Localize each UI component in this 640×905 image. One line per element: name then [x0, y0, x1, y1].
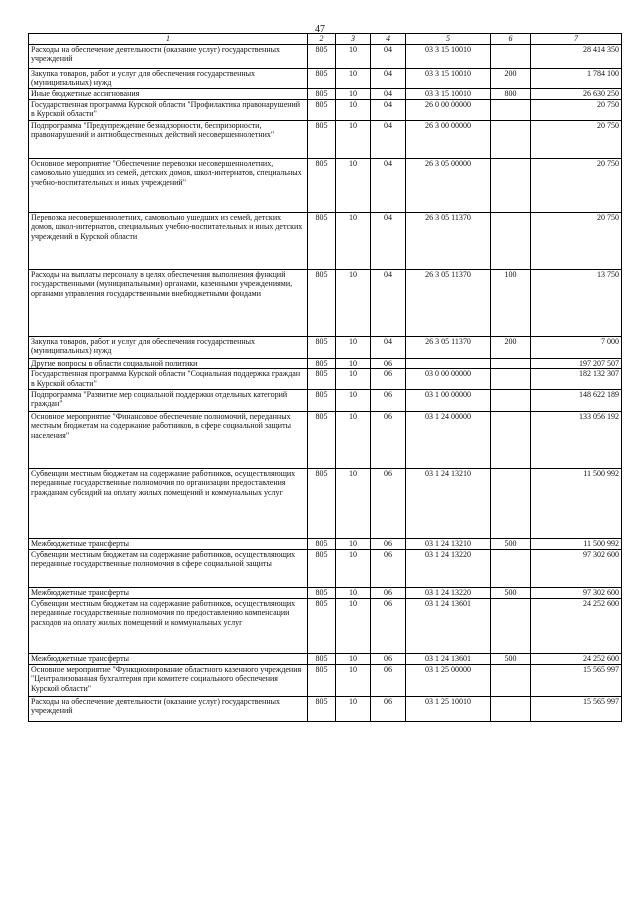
row-target-article-cell — [406, 358, 491, 369]
row-name-cell: Государственная программа Курской области "Социальная поддержка граждан в Курской области" — [29, 369, 308, 389]
row-expense-type-cell — [491, 664, 531, 696]
row-amount-cell: 20 750 — [531, 99, 622, 120]
row-target-article-cell: 26 3 05 11370 — [406, 269, 491, 336]
row-expense-type-cell — [491, 44, 531, 68]
row-name-cell: Основное мероприятие "Обеспечение перевозки несовершеннолетних, самовольно ушедших из семей, детских домов, школ-интернатов, специальных учебно-воспитательных и иных учреждений" — [29, 158, 308, 212]
row-amount-cell: 197 207 507 — [531, 358, 622, 369]
row-code-cell: 805 — [308, 549, 336, 587]
row-subsection-cell: 06 — [371, 653, 406, 664]
row-expense-type-cell — [491, 99, 531, 120]
row-subsection-cell: 06 — [371, 369, 406, 389]
row-name-cell: Иные бюджетные ассигнования — [29, 88, 308, 99]
row-code-cell: 805 — [308, 598, 336, 653]
row-expense-type-cell: 500 — [491, 587, 531, 598]
row-amount-cell: 20 750 — [531, 158, 622, 212]
column-header: 3 — [336, 34, 371, 45]
row-subsection-cell: 06 — [371, 549, 406, 587]
row-subsection-cell: 04 — [371, 120, 406, 158]
row-amount-cell: 133 056 192 — [531, 411, 622, 468]
row-name-cell: Субвенции местным бюджетам на содержание работников, осуществляющих переданные государственные полномочия по предоставлению компенсации расходов на оплату жилых помещений и коммунальных услуг — [29, 598, 308, 653]
row-code-cell: 805 — [308, 358, 336, 369]
page-number: 47 — [315, 24, 325, 35]
row-section-cell: 10 — [336, 358, 371, 369]
row-section-cell: 10 — [336, 158, 371, 212]
row-subsection-cell: 04 — [371, 158, 406, 212]
row-target-article-cell: 03 1 24 00000 — [406, 411, 491, 468]
row-code-cell: 805 — [308, 389, 336, 411]
row-code-cell: 805 — [308, 158, 336, 212]
row-section-cell: 10 — [336, 269, 371, 336]
row-target-article-cell: 26 3 00 00000 — [406, 120, 491, 158]
row-target-article-cell: 03 3 15 10010 — [406, 44, 491, 68]
row-expense-type-cell — [491, 158, 531, 212]
row-name-cell: Субвенции местным бюджетам на содержание работников, осуществляющих переданные государственные полномочия в сфере социальной защиты — [29, 549, 308, 587]
row-code-cell: 805 — [308, 212, 336, 269]
row-subsection-cell: 06 — [371, 696, 406, 721]
row-amount-cell: 97 302 600 — [531, 549, 622, 587]
table-row — [29, 99, 622, 120]
row-subsection-cell: 06 — [371, 538, 406, 549]
row-section-cell: 10 — [336, 653, 371, 664]
column-header: 7 — [531, 34, 622, 45]
table-row — [29, 468, 622, 538]
row-expense-type-cell — [491, 212, 531, 269]
row-name-cell: Подпрограмма "Предупреждение безнадзорности, беспризорности, правонарушений и антиобщественных действий несовершеннолетних" — [29, 120, 308, 158]
row-expense-type-cell — [491, 120, 531, 158]
row-expense-type-cell: 500 — [491, 538, 531, 549]
row-name-cell: Другие вопросы в области социальной политики — [29, 358, 308, 369]
row-section-cell: 10 — [336, 468, 371, 538]
row-section-cell: 10 — [336, 120, 371, 158]
row-section-cell: 10 — [336, 696, 371, 721]
table-row — [29, 389, 622, 411]
row-target-article-cell: 03 1 24 13601 — [406, 598, 491, 653]
row-target-article-cell: 03 1 25 00000 — [406, 664, 491, 696]
row-name-cell: Подпрограмма "Развитие мер социальной поддержки отдельных категорий граждан" — [29, 389, 308, 411]
column-header: 6 — [491, 34, 531, 45]
table-row — [29, 549, 622, 587]
row-code-cell: 805 — [308, 664, 336, 696]
row-target-article-cell: 26 3 05 00000 — [406, 158, 491, 212]
row-target-article-cell: 03 1 24 13220 — [406, 587, 491, 598]
row-code-cell: 805 — [308, 538, 336, 549]
row-amount-cell: 1 784 100 — [531, 68, 622, 88]
row-target-article-cell: 03 1 00 00000 — [406, 389, 491, 411]
row-subsection-cell: 06 — [371, 664, 406, 696]
row-section-cell: 10 — [336, 336, 371, 358]
row-code-cell: 805 — [308, 44, 336, 68]
table-row — [29, 664, 622, 696]
row-target-article-cell: 03 1 25 10010 — [406, 696, 491, 721]
row-expense-type-cell — [491, 389, 531, 411]
table-header-row — [29, 34, 622, 45]
budget-table — [28, 33, 622, 722]
row-amount-cell: 11 500 992 — [531, 468, 622, 538]
row-amount-cell: 24 252 600 — [531, 653, 622, 664]
row-expense-type-cell: 200 — [491, 68, 531, 88]
row-amount-cell: 15 565 997 — [531, 696, 622, 721]
table-row — [29, 358, 622, 369]
table-row — [29, 369, 622, 389]
row-amount-cell: 13 750 — [531, 269, 622, 336]
row-name-cell: Межбюджетные трансферты — [29, 587, 308, 598]
row-name-cell: Закупка товаров, работ и услуг для обеспечения государственных (муниципальных) нужд — [29, 68, 308, 88]
row-subsection-cell: 06 — [371, 468, 406, 538]
row-code-cell: 805 — [308, 653, 336, 664]
row-code-cell: 805 — [308, 696, 336, 721]
row-section-cell: 10 — [336, 369, 371, 389]
row-subsection-cell: 06 — [371, 389, 406, 411]
table-row — [29, 68, 622, 88]
row-expense-type-cell: 200 — [491, 336, 531, 358]
column-header: 2 — [308, 34, 336, 45]
row-target-article-cell: 26 3 05 11370 — [406, 336, 491, 358]
row-amount-cell: 7 000 — [531, 336, 622, 358]
table-row — [29, 158, 622, 212]
row-target-article-cell: 03 3 15 10010 — [406, 68, 491, 88]
column-header: 4 — [371, 34, 406, 45]
row-target-article-cell: 26 3 05 11370 — [406, 212, 491, 269]
row-target-article-cell: 26 0 00 00000 — [406, 99, 491, 120]
row-section-cell: 10 — [336, 99, 371, 120]
row-expense-type-cell — [491, 549, 531, 587]
row-subsection-cell: 04 — [371, 212, 406, 269]
row-expense-type-cell — [491, 358, 531, 369]
row-name-cell: Расходы на выплаты персоналу в целях обеспечения выполнения функций государственными (муниципальными) органами, казенными учреждениями, органами управления государственными внебюджетными фондами — [29, 269, 308, 336]
row-expense-type-cell: 800 — [491, 88, 531, 99]
row-section-cell: 10 — [336, 212, 371, 269]
row-amount-cell: 11 500 992 — [531, 538, 622, 549]
table-row — [29, 653, 622, 664]
row-name-cell: Межбюджетные трансферты — [29, 538, 308, 549]
row-subsection-cell: 04 — [371, 44, 406, 68]
row-code-cell: 805 — [308, 369, 336, 389]
row-subsection-cell: 06 — [371, 598, 406, 653]
table-row — [29, 598, 622, 653]
row-name-cell: Государственная программа Курской области "Профилактика правонарушений в Курской области" — [29, 99, 308, 120]
table-row — [29, 336, 622, 358]
row-expense-type-cell — [491, 468, 531, 538]
column-header: 1 — [29, 34, 308, 45]
row-name-cell: Перевозка несовершеннолетних, самовольно ушедших из семей, детских домов, школ-интернатов, специальных учебно-воспитательных и иных детских учреждений в Курской области — [29, 212, 308, 269]
row-name-cell: Межбюджетные трансферты — [29, 653, 308, 664]
row-name-cell: Расходы на обеспечение деятельности (оказание услуг) государственных учреждений — [29, 696, 308, 721]
row-section-cell: 10 — [336, 549, 371, 587]
row-section-cell: 10 — [336, 587, 371, 598]
table-row — [29, 212, 622, 269]
row-amount-cell: 148 622 189 — [531, 389, 622, 411]
row-code-cell: 805 — [308, 269, 336, 336]
row-amount-cell: 20 750 — [531, 212, 622, 269]
table-row — [29, 538, 622, 549]
row-target-article-cell: 03 1 24 13210 — [406, 538, 491, 549]
row-section-cell: 10 — [336, 538, 371, 549]
row-section-cell: 10 — [336, 68, 371, 88]
row-amount-cell: 20 750 — [531, 120, 622, 158]
row-name-cell: Расходы на обеспечение деятельности (оказание услуг) государственных учреждений — [29, 44, 308, 68]
row-amount-cell: 28 414 350 — [531, 44, 622, 68]
row-target-article-cell: 03 1 24 13210 — [406, 468, 491, 538]
row-code-cell: 805 — [308, 411, 336, 468]
row-name-cell: Основное мероприятие "Финансовое обеспечение полномочий, переданных местным бюджетам на содержание работников, в сфере социальной защиты населения" — [29, 411, 308, 468]
row-code-cell: 805 — [308, 88, 336, 99]
row-subsection-cell: 06 — [371, 411, 406, 468]
row-amount-cell: 24 252 600 — [531, 598, 622, 653]
row-section-cell: 10 — [336, 598, 371, 653]
row-expense-type-cell — [491, 598, 531, 653]
row-section-cell: 10 — [336, 44, 371, 68]
row-code-cell: 805 — [308, 99, 336, 120]
row-target-article-cell: 03 0 00 00000 — [406, 369, 491, 389]
row-expense-type-cell: 500 — [491, 653, 531, 664]
row-name-cell: Закупка товаров, работ и услуг для обеспечения государственных (муниципальных) нужд — [29, 336, 308, 358]
column-header: 5 — [406, 34, 491, 45]
row-amount-cell: 15 565 997 — [531, 664, 622, 696]
table-row — [29, 120, 622, 158]
row-section-cell: 10 — [336, 664, 371, 696]
table-row — [29, 269, 622, 336]
row-subsection-cell: 04 — [371, 88, 406, 99]
row-subsection-cell: 04 — [371, 336, 406, 358]
row-name-cell: Субвенции местным бюджетам на содержание работников, осуществляющих переданные государственные полномочия по организации предоставления гражданам субсидий на оплату жилых помещений и коммунальных услуг — [29, 468, 308, 538]
row-expense-type-cell — [491, 369, 531, 389]
row-subsection-cell: 04 — [371, 269, 406, 336]
row-target-article-cell: 03 1 24 13220 — [406, 549, 491, 587]
row-code-cell: 805 — [308, 68, 336, 88]
table-row — [29, 88, 622, 99]
row-section-cell: 10 — [336, 411, 371, 468]
row-target-article-cell: 03 3 15 10010 — [406, 88, 491, 99]
row-name-cell: Основное мероприятие "Функционирование областного казенного учреждения "Централизованная бухгалтерия при комитете социального обеспечения Курской области" — [29, 664, 308, 696]
row-section-cell: 10 — [336, 389, 371, 411]
table-row — [29, 696, 622, 721]
row-section-cell: 10 — [336, 88, 371, 99]
row-code-cell: 805 — [308, 336, 336, 358]
row-expense-type-cell — [491, 696, 531, 721]
row-target-article-cell: 03 1 24 13601 — [406, 653, 491, 664]
row-amount-cell: 97 302 600 — [531, 587, 622, 598]
row-expense-type-cell: 100 — [491, 269, 531, 336]
row-subsection-cell: 06 — [371, 587, 406, 598]
row-amount-cell: 26 630 250 — [531, 88, 622, 99]
row-amount-cell: 182 132 307 — [531, 369, 622, 389]
table-row — [29, 44, 622, 68]
row-code-cell: 805 — [308, 587, 336, 598]
row-code-cell: 805 — [308, 468, 336, 538]
row-subsection-cell: 06 — [371, 358, 406, 369]
row-expense-type-cell — [491, 411, 531, 468]
row-subsection-cell: 04 — [371, 99, 406, 120]
row-code-cell: 805 — [308, 120, 336, 158]
table-row — [29, 587, 622, 598]
row-subsection-cell: 04 — [371, 68, 406, 88]
table-row — [29, 411, 622, 468]
